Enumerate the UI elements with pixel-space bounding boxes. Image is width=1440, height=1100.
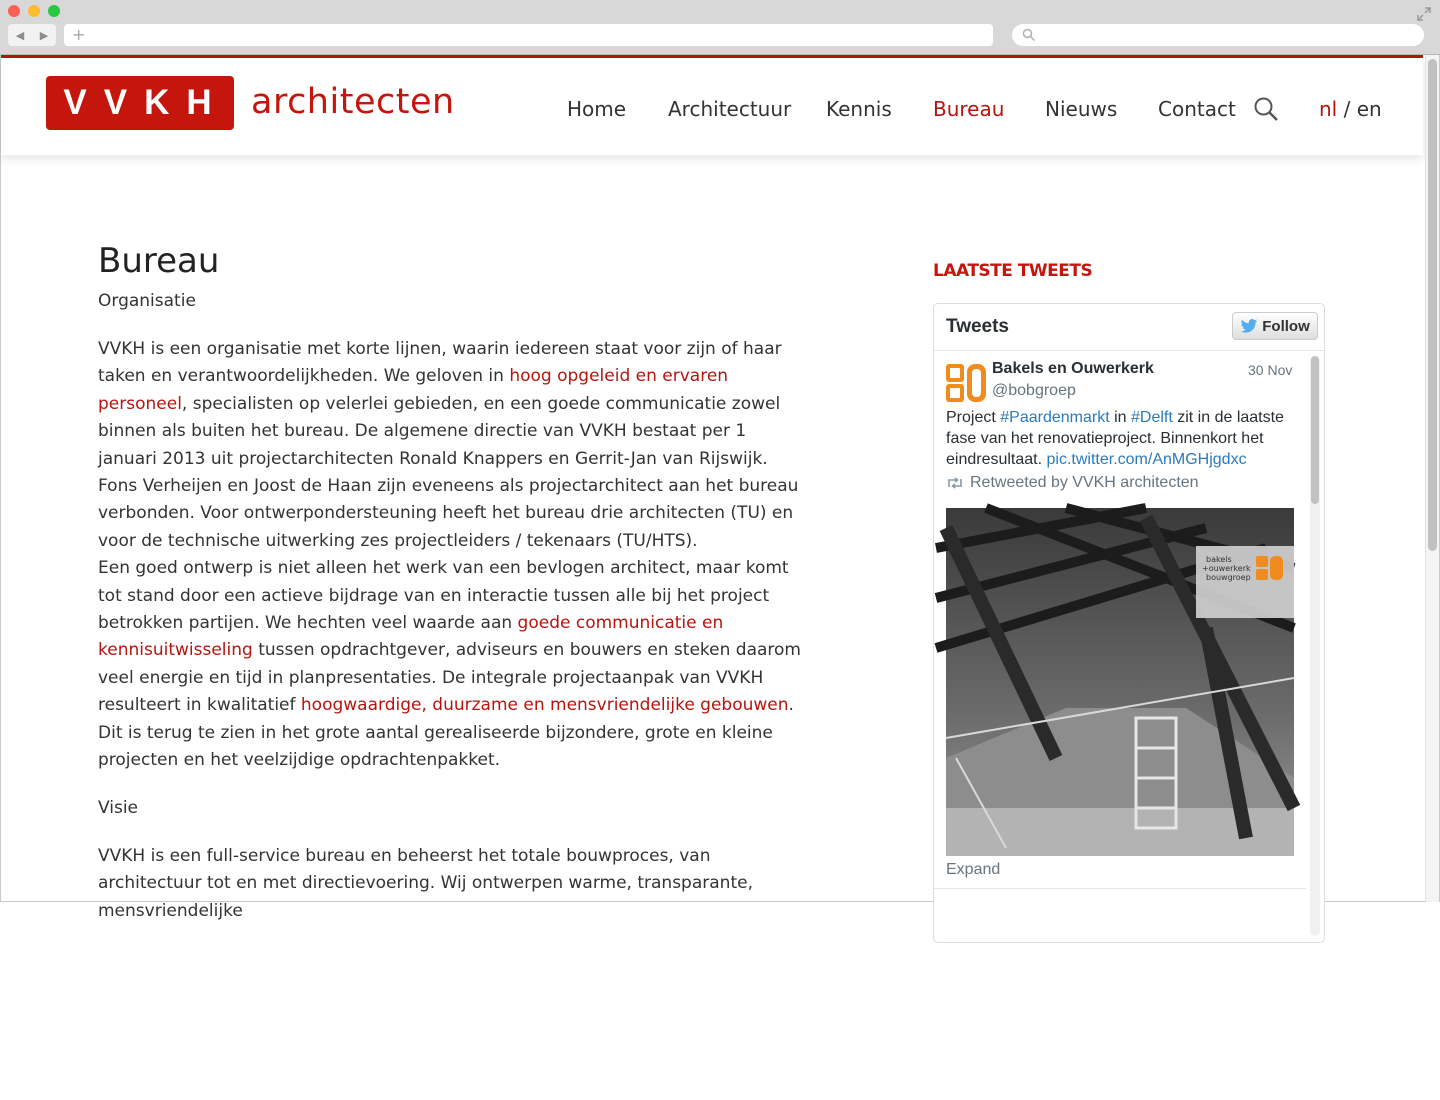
link-personeel[interactable]: hoog opgeleid en ervaren personeel	[98, 366, 729, 414]
paragraph-visie: VVKH is een full-service bureau en beheerst het totale bouwproces, van architectuur tot en met directievoering. Wij ontwerpen warme, transparante, mensvriendelijke	[98, 846, 753, 921]
minimize-window-icon[interactable]	[28, 5, 40, 17]
browser-chrome	[0, 0, 1440, 55]
nav-home[interactable]: Home	[567, 97, 627, 121]
browser-search-icon	[1022, 28, 1036, 42]
retweet-info	[946, 474, 1199, 492]
tweet-photo-link[interactable]: pic.twitter.com/AnMGHjgdxc	[1046, 451, 1247, 468]
text-segment: in	[1109, 409, 1131, 426]
nav-architectuur[interactable]: Architectuur	[668, 97, 792, 121]
new-tab-icon[interactable]: +	[72, 25, 86, 44]
attic-photo-image	[946, 508, 1294, 856]
text-segment: . Dit is terug te zien in het grote aantal gerealiseerde bijzondere, grote en kleine projecten en het veelzijdige opdrachtenpakket.	[98, 695, 794, 771]
text-segment: tussen opdrachtgever, adviseurs en bouwers en steken daarom veel energie en tijd in planpresentaties. De integrale projectaanpak van VVKH resulteert in kwalitatief	[98, 640, 801, 716]
tweet-author-name[interactable]: Bakels en Ouwerkerk	[992, 360, 1154, 377]
lang-en[interactable]: en	[1356, 97, 1382, 121]
twitter-widget	[933, 303, 1325, 943]
page-scrollbar-track[interactable]	[1425, 55, 1439, 902]
site-header	[1, 58, 1423, 155]
lang-separator: /	[1337, 97, 1357, 121]
address-bar[interactable]	[64, 24, 993, 46]
close-window-icon[interactable]	[8, 5, 20, 17]
page-scrollbar-thumb[interactable]	[1428, 59, 1437, 551]
photo-logo-line-3: bouwgroep	[1206, 573, 1251, 582]
sidebar-title: LAATSTE TWEETS	[933, 261, 1093, 281]
text-segment: , specialisten op velerlei gebieden, en een goede communicatie zowel binnen als buiten het bureau. De algemene directie van VVKH bestaat per 1 januari 2013 uit projectarchitecten Ronald Knappers en Gerrit-Jan van Rijswijk. Fons Verheijen en Joost de Haan zijn eveneens als projectarchitect aan het bureau verbonden. Voor ontwerpondersteuning heeft het bureau drie architecten (TU) en voor de technische uitwerking zes projectleiders / tekenaars (TU/HTS).	[98, 393, 799, 551]
back-icon[interactable]: ◀	[15, 28, 25, 42]
text-segment: Project	[946, 409, 1001, 426]
hashtag-paardenmarkt[interactable]: #Paardenmarkt	[1000, 409, 1110, 426]
maximize-window-icon[interactable]	[48, 5, 60, 17]
follow-button[interactable]	[1232, 312, 1318, 340]
forward-icon[interactable]: ▶	[39, 28, 49, 42]
page-title: Bureau	[98, 240, 220, 281]
section-heading-organisatie: Organisatie	[98, 291, 196, 311]
text-segment: zit in de laatste fase van het renovatieproject. Binnenkort het eindresultaat.	[946, 409, 1284, 468]
fullscreen-icon[interactable]	[1416, 6, 1432, 22]
section-heading-visie: Visie	[98, 798, 139, 818]
tweet-date[interactable]: 30 Nov	[1248, 362, 1293, 378]
tweet-text	[946, 407, 1296, 470]
nav-nieuws[interactable]: Nieuws	[1045, 97, 1118, 121]
text-segment: VVKH is een organisatie met korte lijnen, waarin iedereen staat voor zijn of haar taken en verantwoordelijkheden. We geloven in	[98, 339, 782, 387]
follow-label: Follow	[1262, 317, 1310, 335]
browser-search-input[interactable]	[1012, 24, 1424, 46]
twitter-bird-icon	[1240, 319, 1258, 334]
tweet-photo[interactable]	[946, 508, 1294, 856]
link-communicatie[interactable]: goede communicatie en kennisuitwisseling	[98, 613, 724, 661]
widget-title: Tweets	[946, 316, 1010, 337]
nav-contact[interactable]: Contact	[1158, 97, 1236, 121]
divider	[934, 888, 1306, 889]
link-gebouwen[interactable]: hoogwaardige, duurzame en mensvriendelijke gebouwen	[300, 695, 789, 716]
nav-kennis[interactable]: Kennis	[826, 97, 892, 121]
language-switcher	[1319, 94, 1382, 124]
photo-logo-line-1: bakels	[1206, 555, 1232, 564]
expand-link[interactable]: Expand	[946, 861, 1001, 878]
retweet-icon	[946, 477, 964, 489]
hashtag-delft[interactable]: #Delft	[1130, 409, 1173, 426]
tweet-author-handle[interactable]: @bobgroep	[992, 382, 1076, 399]
text-segment: Een goed ontwerp is niet alleen het werk van een bevlogen architect, maar komt tot stand door een actieve bijdrage van en interactie tussen alle bij het project betrokken partijen. We hechten veel waarde aan	[98, 558, 789, 634]
logo-mark[interactable]: VVKH	[46, 76, 234, 130]
avatar[interactable]	[946, 364, 986, 402]
divider	[934, 350, 1326, 351]
history-buttons	[8, 24, 56, 46]
paragraph-organisatie	[98, 336, 808, 775]
widget-scrollbar-thumb[interactable]	[1311, 356, 1319, 504]
nav-bureau[interactable]: Bureau	[933, 97, 1005, 121]
search-icon[interactable]	[1253, 96, 1279, 122]
photo-logo-line-2: +ouwerkerk	[1202, 564, 1251, 573]
logo-text[interactable]: architecten	[251, 82, 455, 122]
retweet-label: Retweeted by VVKH architecten	[970, 474, 1199, 491]
web-page	[0, 55, 1440, 921]
lang-nl[interactable]: nl	[1319, 97, 1338, 121]
